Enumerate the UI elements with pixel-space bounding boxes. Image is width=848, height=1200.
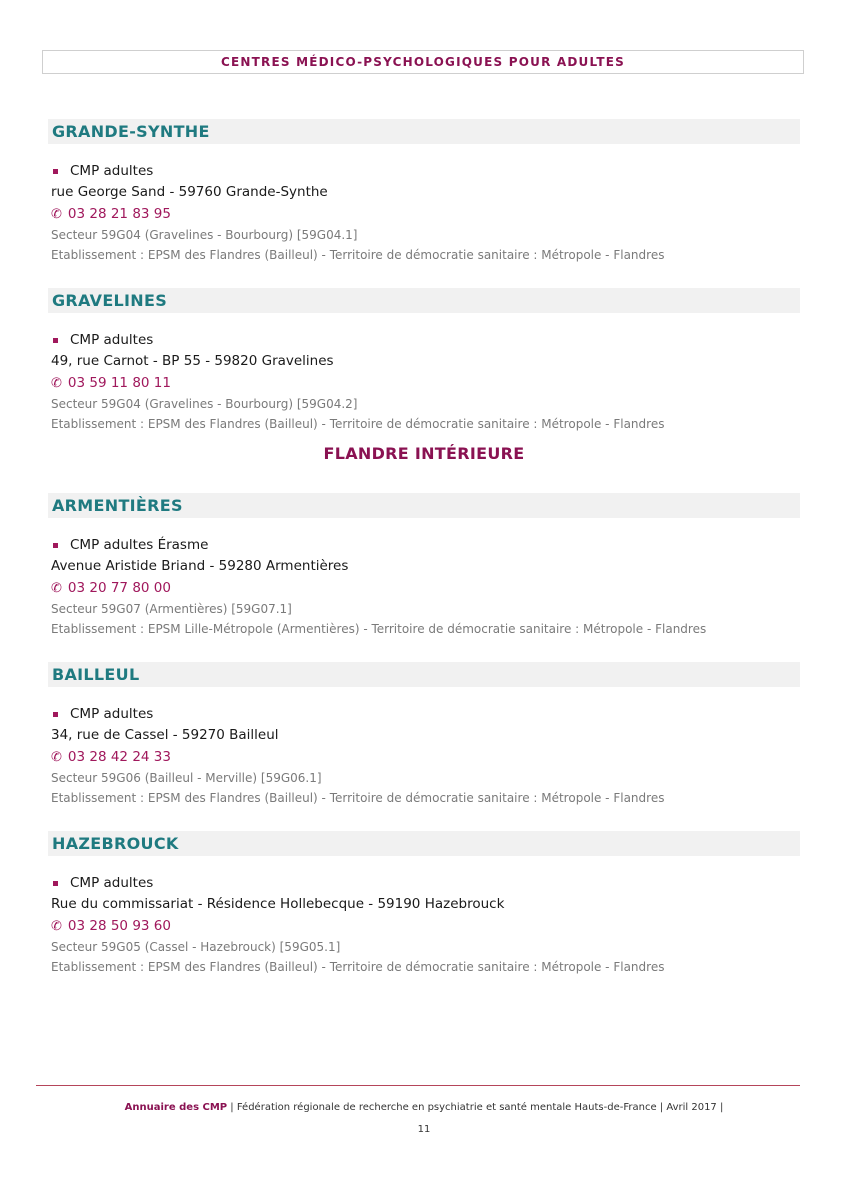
entry-establishment: Etablissement : EPSM Lille-Métropole (Armentières) - Territoire de démocratie sanitaire : Métropole - Flandres <box>51 622 707 636</box>
section-armentieres <box>48 493 800 639</box>
page-header-title: CENTRES MÉDICO-PSYCHOLOGIQUES POUR ADULTES <box>221 55 625 69</box>
city-heading: BAILLEUL <box>48 662 800 687</box>
city-heading: GRANDE-SYNTHE <box>48 119 800 144</box>
entry-address: Avenue Aristide Briand - 59280 Armentières <box>51 558 349 574</box>
phone-icon: ✆ <box>51 918 62 934</box>
bullet-icon <box>53 543 58 548</box>
entry-address: Rue du commissariat - Résidence Hollebecque - 59190 Hazebrouck <box>51 896 505 912</box>
entry-address: rue George Sand - 59760 Grande-Synthe <box>51 184 328 200</box>
footer-divider <box>36 1085 800 1086</box>
cmp-entry <box>48 330 800 434</box>
entry-sector: Secteur 59G07 (Armentières) [59G07.1] <box>51 602 292 616</box>
entry-address: 34, rue de Cassel - 59270 Bailleul <box>51 727 279 743</box>
entry-address: 49, rue Carnot - BP 55 - 59820 Gravelines <box>51 353 334 369</box>
bullet-icon <box>53 712 58 717</box>
entry-phone[interactable]: ✆ 03 28 50 93 60 <box>51 918 171 934</box>
entry-phone[interactable]: ✆ 03 28 42 24 33 <box>51 749 171 765</box>
page-number: 11 <box>417 1124 431 1135</box>
entry-sector: Secteur 59G04 (Gravelines - Bourbourg) [59G04.1] <box>51 228 358 242</box>
footer <box>0 1102 848 1113</box>
entry-name: CMP adultes <box>51 161 800 181</box>
bullet-icon <box>53 338 58 343</box>
entry-sector: Secteur 59G04 (Gravelines - Bourbourg) [59G04.2] <box>51 397 358 411</box>
cmp-entry <box>48 704 800 808</box>
phone-icon: ✆ <box>51 580 62 596</box>
city-heading: ARMENTIÈRES <box>48 493 800 518</box>
entry-establishment: Etablissement : EPSM des Flandres (Bailleul) - Territoire de démocratie sanitaire : Métropole - Flandres <box>51 960 665 974</box>
entry-sector: Secteur 59G06 (Bailleul - Merville) [59G06.1] <box>51 771 322 785</box>
footer-brand: Annuaire des CMP <box>124 1102 228 1113</box>
phone-icon: ✆ <box>51 375 62 391</box>
section-hazebrouck <box>48 831 800 977</box>
city-heading: HAZEBROUCK <box>48 831 800 856</box>
page-header <box>42 50 804 74</box>
phone-icon: ✆ <box>51 749 62 765</box>
entry-phone[interactable]: ✆ 03 59 11 80 11 <box>51 375 171 391</box>
entry-phone[interactable]: ✆ 03 28 21 83 95 <box>51 206 171 222</box>
bullet-icon <box>53 169 58 174</box>
cmp-entry <box>48 873 800 977</box>
bullet-icon <box>53 881 58 886</box>
phone-icon: ✆ <box>51 206 62 222</box>
city-heading: GRAVELINES <box>48 288 800 313</box>
entry-name: CMP adultes <box>51 873 800 893</box>
footer-text: | Fédération régionale de recherche en psychiatrie et santé mentale Hauts-de-France | Avril 2017 | <box>227 1102 724 1113</box>
region-title: FLANDRE INTÉRIEURE <box>323 444 525 463</box>
section-grande-synthe <box>48 119 800 265</box>
section-bailleul <box>48 662 800 808</box>
entry-name: CMP adultes <box>51 330 800 350</box>
entry-name: CMP adultes <box>51 704 800 724</box>
entry-phone[interactable]: ✆ 03 20 77 80 00 <box>51 580 171 596</box>
entry-sector: Secteur 59G05 (Cassel - Hazebrouck) [59G05.1] <box>51 940 341 954</box>
cmp-entry <box>48 535 800 639</box>
cmp-entry <box>48 161 800 265</box>
entry-establishment: Etablissement : EPSM des Flandres (Bailleul) - Territoire de démocratie sanitaire : Métropole - Flandres <box>51 248 665 262</box>
section-gravelines <box>48 288 800 434</box>
entry-name: CMP adultes Érasme <box>51 535 800 555</box>
entry-establishment: Etablissement : EPSM des Flandres (Bailleul) - Territoire de démocratie sanitaire : Métropole - Flandres <box>51 791 665 805</box>
entry-establishment: Etablissement : EPSM des Flandres (Bailleul) - Territoire de démocratie sanitaire : Métropole - Flandres <box>51 417 665 431</box>
